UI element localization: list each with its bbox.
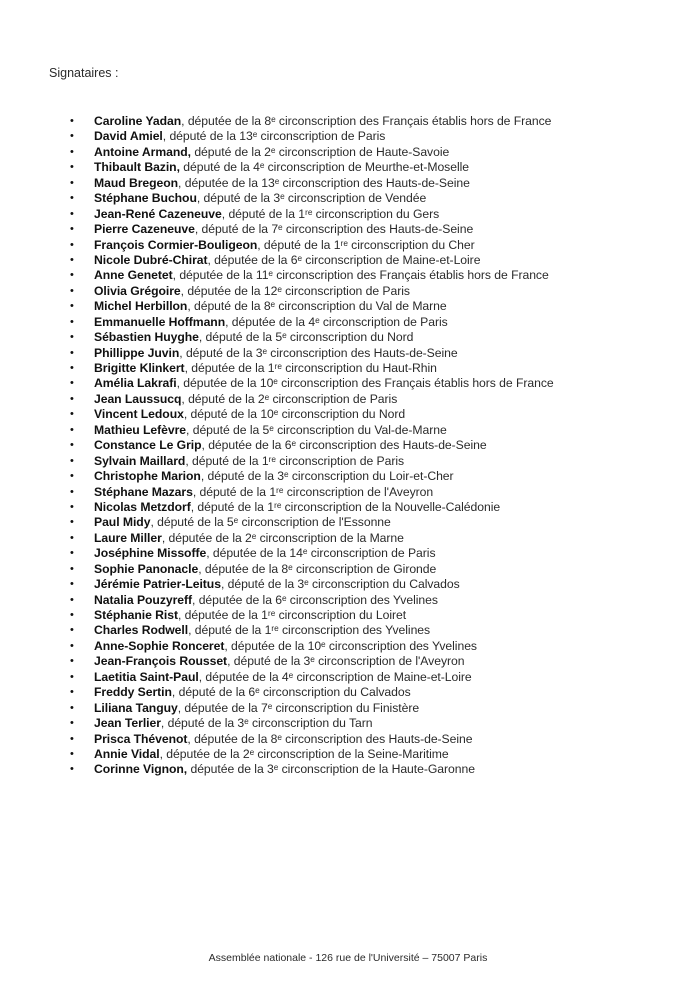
signatory-description: , député de la 10ᵉ circonscription du Nord: [183, 407, 406, 422]
signatory-name: Antoine Armand,: [94, 144, 191, 159]
signatory-description: , députée de la 1ʳᵉ circonscription du Loiret: [177, 608, 407, 622]
bullet-icon: •: [70, 470, 74, 483]
signatory-description: , député de la 3ᵉ circonscription de Vendée: [196, 191, 427, 206]
list-item: [70, 423, 680, 438]
list-item: [70, 562, 680, 577]
bullet-icon: •: [70, 176, 74, 189]
bullet-icon: •: [70, 454, 74, 467]
bullet-icon: •: [70, 130, 74, 143]
list-item: [70, 500, 680, 515]
signatory-description: , député de la 5ᵉ circonscription du Val-de-Marne: [186, 422, 447, 437]
signatory-entry: [94, 670, 472, 685]
signatory-entry: [94, 238, 475, 253]
signatory-description: , député de la 3ᵉ circonscription du Loir-et-Cher: [200, 469, 454, 484]
signatory-entry: [94, 531, 404, 546]
list-item: [70, 454, 680, 469]
bullet-icon: •: [70, 639, 74, 652]
signatory-description: , députée de la 10ᵉ circonscription des Français établis hors de France: [176, 376, 554, 391]
list-item: [70, 299, 680, 314]
signatory-name: Laetitia Saint-Paul: [94, 669, 199, 684]
signatory-name: François Cormier-Bouligeon: [94, 237, 258, 252]
list-item: [70, 762, 680, 777]
signatory-name: Sébastien Huyghe: [94, 330, 199, 345]
list-item: [70, 623, 680, 638]
list-item: [70, 346, 680, 361]
list-item: [70, 577, 680, 592]
signatory-description: , députée de la 12ᵉ circonscription de Paris: [180, 283, 410, 298]
signatory-name: Nicole Dubré-Chirat: [94, 252, 208, 267]
bullet-icon: •: [70, 531, 74, 544]
signatory-entry: [94, 423, 447, 438]
bullet-icon: •: [70, 300, 74, 313]
signatory-entry: [94, 577, 460, 592]
signatory-entry: [94, 454, 404, 469]
signatory-description: , député de la 3ᵉ circonscription de l'Aveyron: [227, 654, 465, 669]
list-item: [70, 685, 680, 700]
bullet-icon: •: [70, 362, 74, 374]
signatory-name: Vincent Ledoux: [94, 407, 184, 422]
bullet-icon: •: [70, 670, 74, 683]
signatory-name: David Amiel: [94, 129, 163, 144]
signatory-name: Caroline Yadan: [94, 114, 182, 128]
signatory-entry: [94, 191, 426, 206]
bullet-icon: •: [70, 609, 74, 621]
signatory-name: Jean-François Rousset: [94, 654, 228, 669]
signatory-name: Anne Genetet: [94, 268, 173, 283]
signatory-entry: [94, 129, 385, 144]
signatory-description: , députée de la 8ᵉ circonscription de Gironde: [198, 561, 437, 576]
signatory-name: Jean Laussucq: [94, 391, 182, 406]
signatory-name: Maud Bregeon: [94, 175, 179, 190]
list-item: [70, 376, 680, 391]
signatory-description: , députée de la 1ʳᵉ circonscription du Haut-Rhin: [184, 361, 437, 375]
signatory-description: , députée de la 6ᵉ circonscription des Yvelines: [192, 592, 438, 607]
list-item: [70, 222, 680, 237]
signatory-description: , députée de la 7ᵉ circonscription du Finistère: [177, 700, 420, 715]
signatories-heading: Signataires :: [49, 66, 119, 80]
signatory-name: Charles Rodwell: [94, 623, 189, 638]
signatory-name: Freddy Sertin: [94, 685, 172, 700]
list-item: [70, 438, 680, 453]
list-item: [70, 361, 680, 376]
signatory-name: Nicolas Metzdorf: [94, 499, 191, 514]
signatory-description: , député de la 3ᵉ circonscription du Tarn: [160, 716, 373, 731]
signatory-description: , député de la 6ᵉ circonscription du Calvados: [171, 685, 411, 700]
list-item: [70, 268, 680, 283]
signatory-name: Prisca Thévenot: [94, 731, 188, 746]
signatory-entry: [94, 593, 438, 608]
signatory-entry: [94, 361, 437, 376]
signatory-entry: [94, 546, 436, 561]
signatory-entry: [94, 222, 473, 237]
signatory-description: , députée de la 13ᵉ circonscription des Hauts-de-Seine: [178, 175, 470, 190]
bullet-icon: •: [70, 253, 74, 266]
signatory-entry: [94, 299, 447, 314]
signatory-entry: [94, 284, 410, 299]
signatory-entry: [94, 500, 500, 515]
signatory-entry: [94, 562, 436, 577]
bullet-icon: •: [70, 485, 74, 498]
signatory-description: , député de la 13ᵉ circonscription de Paris: [162, 129, 386, 144]
signatory-entry: [94, 268, 549, 283]
signatory-description: , députée de la 2ᵉ circonscription de la Marne: [161, 530, 404, 545]
bullet-icon: •: [70, 392, 74, 405]
signatory-name: Annie Vidal: [94, 746, 160, 761]
list-item: [70, 176, 680, 191]
signatory-entry: [94, 330, 413, 345]
bullet-icon: •: [70, 578, 74, 591]
signatory-name: Sophie Panonacle: [94, 561, 199, 576]
signatory-entry: [94, 732, 472, 747]
signatory-entry: [94, 392, 397, 407]
signatory-description: , députée de la 8ᵉ circonscription des Hauts-de-Seine: [187, 731, 473, 746]
signatory-description: , député de la 7ᵉ circonscription des Hauts-de-Seine: [194, 222, 474, 237]
signatory-entry: [94, 623, 430, 638]
signatory-entry: [94, 207, 439, 222]
list-item: [70, 253, 680, 268]
signatory-description: , députée de la 2ᵉ circonscription de la Seine-Maritime: [159, 746, 449, 761]
list-item: [70, 639, 680, 654]
bullet-icon: •: [70, 686, 74, 699]
list-item: [70, 716, 680, 731]
signatory-entry: [94, 407, 405, 422]
bullet-icon: •: [70, 516, 74, 529]
signatory-entry: [94, 114, 551, 129]
signatory-name: Jean Terlier: [94, 716, 161, 731]
signatory-name: Brigitte Klinkert: [94, 361, 185, 375]
signatory-name: Phillippe Juvin: [94, 345, 180, 360]
bullet-icon: •: [70, 192, 74, 205]
signatory-name: Constance Le Grip: [94, 438, 202, 453]
signatory-entry: [94, 145, 449, 160]
signatory-list: [70, 114, 680, 778]
signatory-description: députée de la 3ᵉ circonscription de la Haute-Garonne: [187, 762, 475, 777]
signatory-name: Paul Midy: [94, 515, 151, 530]
list-item: [70, 207, 680, 222]
signatory-name: Joséphine Missoffe: [94, 546, 207, 561]
signatory-entry: [94, 515, 391, 530]
list-item: [70, 531, 680, 546]
bullet-icon: •: [70, 269, 74, 282]
signatory-description: , députée de la 6ᵉ circonscription des Hauts-de-Seine: [201, 438, 487, 453]
signatory-name: Mathieu Lefèvre: [94, 422, 187, 437]
page-footer-address: Assemblée nationale - 126 rue de l'Université – 75007 Paris: [208, 952, 488, 964]
bullet-icon: •: [70, 331, 74, 344]
signatory-entry: [94, 716, 373, 731]
signatory-entry: [94, 485, 433, 500]
signatory-description: député de la 4ᵉ circonscription de Meurthe-et-Moselle: [179, 160, 469, 175]
bullet-icon: •: [70, 439, 74, 452]
bullet-icon: •: [70, 547, 74, 560]
signatory-name: Olivia Grégoire: [94, 283, 181, 298]
signatory-entry: [94, 315, 448, 330]
signatory-entry: [94, 685, 411, 700]
signatory-description: , député de la 5ᵉ circonscription de l'Essonne: [150, 515, 391, 530]
signatory-description: , député de la 1ʳᵉ circonscription des Yvelines: [188, 623, 431, 638]
bullet-icon: •: [70, 562, 74, 575]
signatory-entry: [94, 762, 475, 777]
list-item: [70, 469, 680, 484]
bullet-icon: •: [70, 423, 74, 436]
signatory-entry: [94, 747, 449, 762]
list-item: [70, 129, 680, 144]
signatory-entry: [94, 160, 469, 175]
signatory-entry: [94, 438, 487, 453]
list-item: [70, 407, 680, 422]
list-item: [70, 284, 680, 299]
signatory-description: , député de la 2ᵉ circonscription de Paris: [181, 391, 398, 406]
signatory-description: , député de la 1ʳᵉ circonscription de Paris: [185, 453, 405, 468]
list-item: [70, 747, 680, 762]
bullet-icon: •: [70, 223, 74, 236]
signatory-description: , députée de la 6ᵉ circonscription de Maine-et-Loire: [207, 252, 481, 267]
list-item: [70, 515, 680, 530]
bullet-icon: •: [70, 145, 74, 158]
signatory-description: député de la 2ᵉ circonscription de Haute-Savoie: [190, 144, 450, 159]
signatory-description: , député de la 3ᵉ circonscription du Calvados: [220, 577, 460, 592]
signatory-name: Natalia Pouzyreff: [94, 592, 193, 607]
list-item: [70, 145, 680, 160]
signatory-entry: [94, 253, 480, 268]
list-item: [70, 608, 680, 623]
signatory-entry: [94, 608, 406, 623]
signatory-name: Pierre Cazeneuve: [94, 222, 195, 237]
signatory-name: Thibault Bazin,: [94, 160, 180, 175]
bullet-icon: •: [70, 717, 74, 730]
signatory-name: Michel Herbillon: [94, 299, 188, 314]
list-item: [70, 654, 680, 669]
signatory-description: , député de la 3ᵉ circonscription des Hauts-de-Seine: [179, 345, 458, 360]
bullet-icon: •: [70, 207, 74, 220]
bullet-icon: •: [70, 701, 74, 714]
bullet-icon: •: [70, 732, 74, 745]
list-item: [70, 315, 680, 330]
signatory-description: , député de la 1ʳᵉ circonscription de la Nouvelle-Calédonie: [190, 499, 501, 514]
bullet-icon: •: [70, 624, 74, 637]
bullet-icon: •: [70, 377, 74, 390]
signatory-entry: [94, 654, 464, 669]
signatory-description: , député de la 1ʳᵉ circonscription de l'Aveyron: [192, 484, 434, 499]
bullet-icon: •: [70, 408, 74, 421]
signatory-name: Emmanuelle Hoffmann: [94, 314, 226, 329]
signatory-description: , député de la 1ʳᵉ circonscription du Cher: [257, 237, 475, 252]
bullet-icon: •: [70, 284, 74, 297]
signatory-entry: [94, 701, 419, 716]
signatory-name: Laure Miller: [94, 530, 162, 545]
bullet-icon: •: [70, 346, 74, 359]
list-item: [70, 701, 680, 716]
signatory-entry: [94, 639, 477, 654]
signatory-name: Jean-René Cazeneuve: [94, 206, 222, 221]
signatory-description: , député de la 1ʳᵉ circonscription du Gers: [221, 206, 440, 221]
signatory-entry: [94, 176, 470, 191]
signatory-name: Stéphanie Rist: [94, 608, 178, 622]
list-item: [70, 191, 680, 206]
bullet-icon: •: [70, 655, 74, 668]
list-item: [70, 732, 680, 747]
signatory-name: Christophe Marion: [94, 469, 201, 484]
list-item: [70, 392, 680, 407]
bullet-icon: •: [70, 315, 74, 328]
signatory-description: , députée de la 11ᵉ circonscription des Français établis hors de France: [172, 268, 549, 283]
list-item: [70, 114, 680, 129]
signatory-name: Jérémie Patrier-Leitus: [94, 577, 221, 592]
bullet-icon: •: [70, 115, 74, 127]
signatory-description: , député de la 5ᵉ circonscription du Nord: [198, 330, 414, 345]
bullet-icon: •: [70, 593, 74, 606]
signatory-description: , député de la 8ᵉ circonscription du Val de Marne: [187, 299, 447, 314]
list-item: [70, 546, 680, 561]
list-item: [70, 670, 680, 685]
list-item: [70, 593, 680, 608]
signatory-name: Stéphane Mazars: [94, 484, 193, 499]
signatory-entry: [94, 376, 554, 391]
signatory-name: Liliana Tanguy: [94, 700, 178, 715]
signatory-entry: [94, 346, 458, 361]
signatory-description: , députée de la 14ᵉ circonscription de Paris: [206, 546, 436, 561]
signatory-description: , députée de la 4ᵉ circonscription de Paris: [225, 314, 448, 329]
bullet-icon: •: [70, 500, 74, 513]
signatory-name: Stéphane Buchou: [94, 191, 197, 206]
list-item: [70, 160, 680, 175]
signatory-entry: [94, 469, 454, 484]
bullet-icon: •: [70, 238, 74, 251]
bullet-icon: •: [70, 747, 74, 760]
signatory-description: , députée de la 10ᵉ circonscription des Yvelines: [224, 638, 477, 653]
signatory-name: Sylvain Maillard: [94, 453, 186, 468]
bullet-icon: •: [70, 161, 74, 174]
signatory-description: , députée de la 8ᵉ circonscription des Français établis hors de France: [181, 114, 552, 128]
signatory-name: Anne-Sophie Ronceret: [94, 638, 225, 653]
bullet-icon: •: [70, 763, 74, 776]
signatory-name: Amélia Lakrafi: [94, 376, 177, 391]
signatory-description: , députée de la 4ᵉ circonscription de Maine-et-Loire: [198, 669, 472, 684]
list-item: [70, 485, 680, 500]
signatory-name: Corinne Vignon,: [94, 762, 188, 777]
list-item: [70, 238, 680, 253]
list-item: [70, 330, 680, 345]
